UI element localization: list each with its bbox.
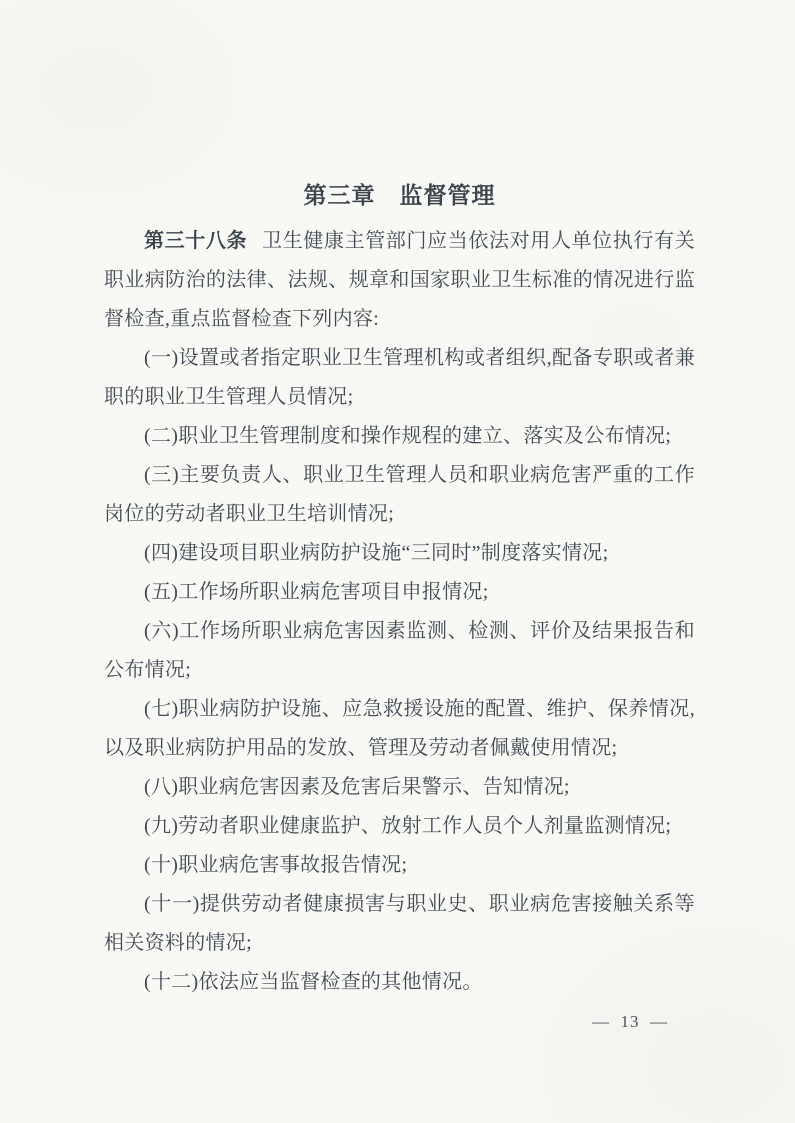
list-item: (八)职业病危害因素及危害后果警示、告知情况; [144, 776, 570, 798]
article-number-label: 第三十八条 [144, 230, 248, 252]
list-item: (六)工作场所职业病危害因素监测、检测、评价及结果报告和公布情况; [104, 620, 695, 681]
list-item: (一)设置或者指定职业卫生管理机构或者组织,配备专职或者兼职的职业卫生管理人员情况; [104, 347, 695, 408]
page-number: — 13 — [592, 1012, 668, 1031]
list-item: (五)工作场所职业病危害项目申报情况; [144, 581, 489, 603]
list-item: (十)职业病危害事故报告情况; [144, 854, 408, 876]
chapter-heading: 第三章 监督管理 [303, 183, 496, 208]
list-item: (九)劳动者职业健康监护、放射工作人员个人剂量监测情况; [144, 815, 672, 837]
list-item: (二)职业卫生管理制度和操作规程的建立、落实及公布情况; [144, 425, 672, 447]
list-item: (四)建设项目职业病防护设施“三同时”制度落实情况; [144, 542, 609, 564]
article-paragraph [104, 222, 695, 339]
list-item: (十一)提供劳动者健康损害与职业史、职业病危害接触关系等相关资料的情况; [104, 893, 695, 954]
article-text: 卫生健康主管部门应当依法对用人单位执行有关职业病防治的法律、法规、规章和国家职业卫生标准的情况进行监督检查,重点监督检查下列内容: [104, 230, 695, 330]
list-item: (七)职业病防护设施、应急救援设施的配置、维护、保养情况,以及职业病防护用品的发放、管理及劳动者佩戴使用情况; [104, 698, 695, 759]
document-content [104, 176, 695, 1002]
list-item: (三)主要负责人、职业卫生管理人员和职业病危害严重的工作岗位的劳动者职业卫生培训情况; [104, 464, 695, 525]
list-item: (十二)依法应当监督检查的其他情况。 [144, 971, 483, 993]
